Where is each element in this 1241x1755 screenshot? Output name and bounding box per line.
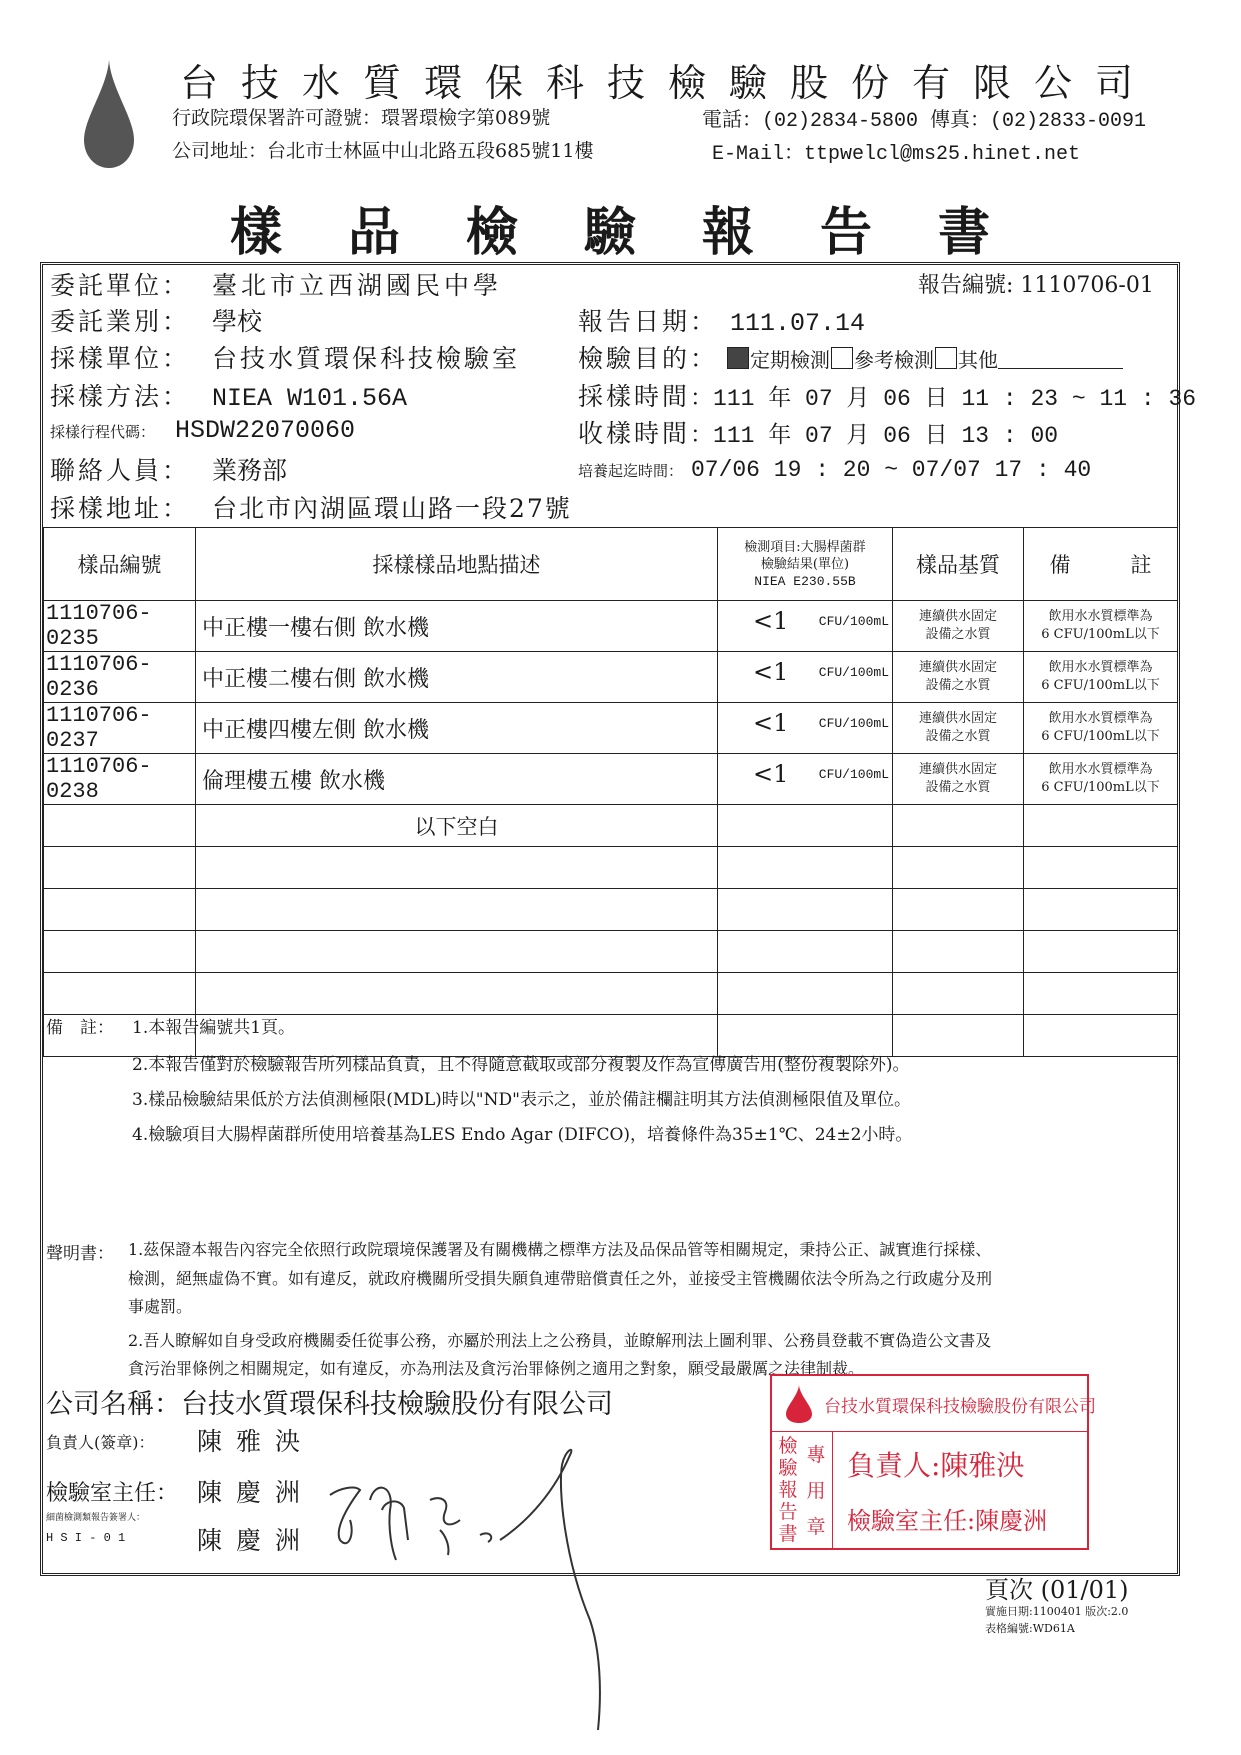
matrix-line2: 設備之水質 [925,627,991,642]
culture-time-value: 07/06 19 : 20 ~ 07/07 17 : 40 [690,457,1092,483]
blank-cell [1024,847,1178,889]
stamp-company: 台技水質環保科技檢驗股份有限公司 [824,1397,1096,1417]
sampling-time-label: 採樣時間 [578,382,691,411]
header-location: 採樣樣品地點描述 [196,528,718,601]
result-value: <1 [753,658,789,686]
table-row [44,754,1178,805]
table-row [44,601,1178,652]
blank-cell [44,931,196,973]
sample-matrix [893,703,1024,754]
result-value: <1 [753,709,789,737]
header-result [718,528,893,601]
declaration-line: 1.茲保證本報告內容完全依照行政院環境保護署及有關機構之標準方法及品保品管等相關規定，秉持公正、誠實進行採樣、 [128,1240,992,1259]
site-row [50,489,572,525]
table-row [44,703,1178,754]
method-value: NIEA W101.56A [211,384,408,413]
purpose-checkbox-periodic[interactable] [727,347,749,369]
note-line2: 6 CFU/100mL以下 [1041,627,1160,642]
blank-cell [196,973,718,1015]
contact-row [50,451,287,487]
declaration-line: 2.吾人瞭解如自身受政府機關委任從事公務，亦屬於刑法上之公務員，並瞭解刑法上圖利罪、公務員登載不實偽造公文書及 [128,1331,992,1350]
stamp-owner: 負責人:陳雅泱 [847,1449,1025,1482]
note-item: 3.樣品檢驗結果低於方法偵測極限(MDL)時以"ND"表示之，並於備註欄註明其方法偵測極限值及單位。 [132,1090,911,1110]
lab-head-name: 陳慶洲 [197,1478,315,1507]
trip-code-value: HSDW22070060 [174,416,355,445]
effective-date: 實施日期:1100401 版次:2.0 [985,1605,1129,1618]
client-type-row [50,302,262,338]
header-matrix: 樣品基質 [893,528,1024,601]
blank-cell [196,847,718,889]
note-line1: 飲用水水質標準為 [1048,660,1153,675]
report-date-label: 報告日期： [578,307,719,336]
result-unit: CFU/100mL [818,716,889,731]
table-row [44,652,1178,703]
culture-time-row [578,453,1091,483]
company-name-header: 台技水質環保科技檢驗股份有限公司 [180,61,1157,105]
blank-cell [1024,931,1178,973]
matrix-line2: 設備之水質 [925,678,991,693]
client-value: 臺北市立西湖國民中學 [211,271,502,300]
site-value: 台北市內湖區環山路一段27號 [211,494,572,523]
sample-location: 中正樓二樓右側 飲水機 [196,652,718,703]
notes-section [46,1013,1166,1143]
blank-cell [893,973,1024,1015]
company-name-value: 台技水質環保科技檢驗股份有限公司 [181,1389,613,1420]
sample-note [1024,652,1178,703]
purpose-label: 檢驗目的： [578,344,719,373]
report-date-row [578,302,865,338]
header-notes [1024,528,1178,601]
receive-time-label: 收樣時間 [578,419,691,448]
stamp-side-col1: 檢驗報告書 [778,1435,798,1545]
note-line2: 6 CFU/100mL以下 [1041,780,1160,795]
header-result-line3: NIEA E230.55B [754,573,856,589]
sample-location: 倫理樓五樓 飲水機 [196,754,718,805]
blank-table-row [44,805,1178,847]
blank-cell [718,931,893,973]
result-value: <1 [753,760,789,788]
sampling-time-row [578,377,1196,413]
culture-time-label: 培養起迄時間： [578,462,684,480]
client-type-value: 學校 [211,307,262,336]
results-table [43,527,1178,1057]
declaration-line: 事處罰。 [128,1297,193,1316]
matrix-line2: 設備之水質 [925,780,991,795]
blank-table-row [44,931,1178,973]
sample-result [718,703,893,754]
blank-cell [893,847,1024,889]
blank-cell [1024,973,1178,1015]
blank-marker: 以下空白 [196,805,718,847]
company-address: 公司地址：台北市士林區中山北路五段685號11樓 [172,140,594,162]
blank-table-row [44,847,1178,889]
header-sample-id: 樣品編號 [44,528,196,601]
form-number: 表格編號:WD61A [985,1622,1075,1635]
report-number: 報告編號: 1110706-01 [918,273,1154,298]
stamp-side-col2: 專用章 [806,1444,826,1538]
declaration-label: 聲明書： [46,1244,114,1264]
matrix-line1: 連續供水固定 [918,711,997,726]
sampling-time-value: ：111 年 07 月 06 日 11 : 23 ~ 11 : 36 [690,386,1197,412]
receive-time-row [578,414,1058,450]
client-type-label: 委託業別： [50,307,191,336]
sample-note [1024,703,1178,754]
header-notes-b: 註 [1130,553,1152,577]
purpose-option-other: 其他 [957,348,998,372]
trip-code-label: 採樣行程代碼： [50,423,156,441]
note-line2: 6 CFU/100mL以下 [1041,678,1160,693]
contact-label: 聯絡人員： [50,456,191,485]
sampling-unit-label: 採樣單位： [50,344,191,373]
blank-cell [718,805,893,847]
page-title: 樣品檢驗報告書 [230,202,1057,263]
table-header-row [44,528,1178,601]
sample-matrix [893,754,1024,805]
blank-cell [1024,889,1178,931]
sampling-unit-value: 台技水質環保科技檢驗室 [211,344,520,373]
note-line1: 飲用水水質標準為 [1048,711,1153,726]
declaration-line: 貪污治罪條例之相關規定，如有違反，亦為刑法及貪污治罪條例之適用之對象，願受最嚴厲之法律制裁。 [128,1359,865,1378]
header-notes-a: 備 [1049,553,1071,577]
signer-code: H S I - 0 1 [46,1531,126,1545]
sample-id: 1110706-0237 [44,703,196,754]
handwritten-signature [300,1440,640,1740]
company-name-row [46,1382,613,1421]
purpose-option-periodic: 定期檢測 [749,348,830,372]
matrix-line1: 連續供水固定 [918,660,997,675]
note-line1: 飲用水水質標準為 [1048,762,1153,777]
sampling-unit-row [50,339,520,375]
result-unit: CFU/100mL [818,665,889,680]
blank-cell [718,973,893,1015]
purpose-option-reference: 參考檢測 [853,348,934,372]
sample-id: 1110706-0235 [44,601,196,652]
matrix-line1: 連續供水固定 [918,609,997,624]
blank-cell [718,847,893,889]
sample-result [718,601,893,652]
company-email: E-Mail：ttpwelcl@ms25.hinet.net [712,143,1081,166]
stamp-header [772,1376,1096,1432]
signer-name: 陳慶洲 [197,1526,315,1555]
contact-value: 業務部 [211,456,287,485]
lab-head-label: 檢驗室主任： [46,1481,179,1506]
note-item: 2.本報告僅對於檢驗報告所列樣品負責，且不得隨意截取或部分複製及作為宣傳廣告用(整份複製除外)。 [132,1055,910,1075]
result-unit: CFU/100mL [818,767,889,782]
sample-id: 1110706-0238 [44,754,196,805]
stamp-lab-head: 檢驗室主任:陳慶洲 [847,1507,1048,1535]
blank-table-row [44,973,1178,1015]
note-item: 4.檢驗項目大腸桿菌群所使用培養基為LES Endo Agar (DIFCO)，培養條件為35±1℃、24±2小時。 [132,1125,913,1145]
declaration-section [46,1237,1166,1378]
sample-location: 中正樓四樓左側 飲水機 [196,703,718,754]
sample-note [1024,601,1178,652]
result-value: <1 [753,607,789,635]
client-label: 委託單位： [50,271,191,300]
company-name-label: 公司名稱： [46,1389,181,1420]
blank-cell [44,805,196,847]
blank-cell [893,931,1024,973]
note-line1: 飲用水水質標準為 [1048,609,1153,624]
page-number: 頁次 (01/01) [985,1576,1129,1604]
sample-id: 1110706-0236 [44,652,196,703]
sample-result [718,652,893,703]
sample-result [718,754,893,805]
trip-code-row [50,414,355,445]
sample-matrix [893,601,1024,652]
header-result-line1: 檢測項目:大腸桿菌群 [744,539,866,555]
signer-label: 細菌檢測類報告簽署人： [46,1513,146,1523]
purpose-row [578,339,1123,375]
blank-cell [44,847,196,889]
other-blank-field[interactable] [998,348,1123,369]
stamp-side [772,1432,833,1548]
blank-cell [893,889,1024,931]
matrix-line2: 設備之水質 [925,729,991,744]
blank-cell [44,889,196,931]
matrix-line1: 連續供水固定 [918,762,997,777]
blank-cell [44,973,196,1015]
blank-cell [718,889,893,931]
purpose-checkbox-other[interactable] [935,347,957,369]
official-stamp [770,1374,1096,1550]
notes-label: 備 註： [46,1018,114,1038]
method-row [50,377,407,413]
sample-location: 中正樓一樓右側 飲水機 [196,601,718,652]
blank-cell [893,805,1024,847]
purpose-checkbox-reference[interactable] [831,347,853,369]
method-label: 採樣方法： [50,382,191,411]
declaration-line: 檢測，絕無虛偽不實。如有違反，就政府機關所受損失願負連帶賠償責任之外，並接受主管機關依法令所為之行政處分及刑 [128,1269,993,1288]
stamp-drop-icon [784,1384,814,1424]
owner-label: 負責人(簽章)： [46,1433,155,1452]
blank-cell [1024,805,1178,847]
sample-note [1024,754,1178,805]
blank-cell [196,889,718,931]
blank-cell [196,931,718,973]
client-row [50,266,502,302]
owner-name: 陳雅泱 [197,1427,315,1456]
site-label: 採樣地址： [50,494,191,523]
blank-table-row [44,889,1178,931]
note-line2: 6 CFU/100mL以下 [1041,729,1160,744]
result-unit: CFU/100mL [818,614,889,629]
report-date-value: 111.07.14 [729,309,865,338]
license-number: 行政院環保署許可證號：環署環檢字第089號 [172,107,551,129]
water-drop-icon [80,58,138,170]
header-result-line2: 檢驗結果(單位) [760,556,850,572]
sample-matrix [893,652,1024,703]
phone-fax: 電話：(02)2834-5800 傳真：(02)2833-0091 [702,110,1147,133]
receive-time-value: ：111 年 07 月 06 日 13 : 00 [690,423,1059,449]
note-item: 1.本報告編號共1頁。 [132,1018,296,1038]
